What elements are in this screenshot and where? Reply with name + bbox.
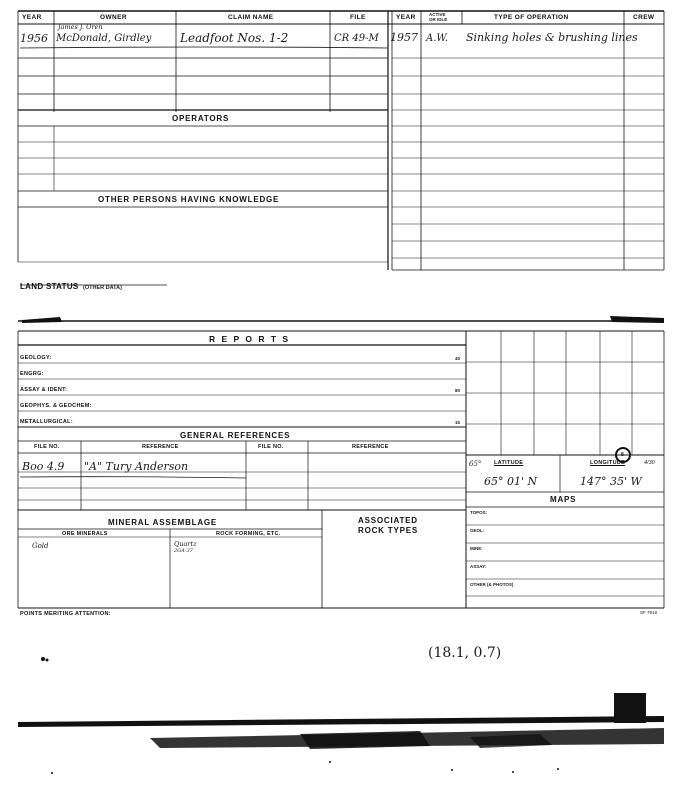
ref-entry-file-no: Boo 4.9 (22, 460, 65, 473)
operators-heading: OPERATORS (172, 114, 230, 123)
mineral-assemblage-title: MINERAL ASSEMBLAGE (108, 518, 218, 527)
general-references-title: GENERAL REFERENCES (180, 431, 291, 440)
longitude-value: 147° 35' W (580, 475, 642, 488)
longitude-suffix: 4/30 (644, 460, 655, 466)
rock-forming-value-1: Quartz (174, 540, 197, 548)
maps-assay-label: ASSAY: (470, 564, 487, 569)
longitude-label: LONGITUDE (590, 460, 626, 466)
ref-header-reference: REFERENCE (142, 444, 179, 450)
report-engrg-label: ENGRG: (20, 371, 44, 377)
header-claim-name: CLAIM NAME (228, 14, 274, 21)
maps-geol-label: GEOL: (470, 528, 485, 533)
entry-type-of-operation: Sinking holes & brushing lines (466, 31, 638, 44)
reports-title: R E P O R T S (209, 334, 291, 344)
associated-label: ASSOCIATED (358, 516, 418, 525)
report-geology-label: GEOLOGY: (20, 355, 52, 361)
entry-year: 1956 (20, 32, 48, 45)
latitude-prefix: 65° (469, 460, 482, 468)
ref-entry-reference: "A" Tury Anderson (84, 460, 189, 473)
report-geology-side: 40 (455, 356, 461, 361)
header-or-idle: OR IDLE (429, 17, 448, 22)
form-number: SF 7918 (640, 610, 658, 615)
header-type-of-operation: TYPE OF OPERATION (494, 14, 569, 21)
circle-mark-label: 8 (621, 452, 624, 458)
ref-header-file-no-2: FILE NO. (258, 444, 284, 450)
land-status-heading (20, 276, 122, 294)
header-year-2: YEAR (396, 14, 416, 21)
entry-owner: McDonald, Girdley (56, 33, 152, 44)
header-year: YEAR (22, 14, 42, 21)
points-meriting-attention-label: POINTS MERITING ATTENTION: (20, 611, 111, 617)
report-metallurgical-side: 15 (455, 420, 461, 425)
maps-topos-label: TOPOS: (470, 510, 488, 515)
latitude-value: 65° 01' N (484, 475, 538, 488)
entry-year-2: 1957 (390, 31, 418, 44)
rock-types-label: ROCK TYPES (358, 526, 419, 535)
land-status-label: LAND STATUS (20, 282, 79, 291)
header-owner: OWNER (100, 14, 127, 21)
land-status-sub: (OTHER DATA) (83, 285, 122, 291)
maps-title: MAPS (550, 495, 577, 504)
rock-forming-value-2: 2GA-37 (174, 548, 193, 554)
ore-mineral-value: Gold (32, 542, 49, 550)
entry-owner-first-names: James J. Oren (58, 23, 103, 31)
header-active: ACTIVE (429, 12, 446, 17)
report-geophys-label: GEOPHYS. & GEOCHEM: (20, 403, 92, 409)
header-crew: CREW (633, 14, 655, 21)
report-assay-label: ASSAY & IDENT: (20, 387, 68, 393)
ref-header-reference-2: REFERENCE (352, 444, 389, 450)
header-file: FILE (350, 14, 366, 21)
ref-header-file-no: FILE NO. (34, 444, 60, 450)
entry-claim-name: Leadfoot Nos. 1-2 (180, 31, 289, 45)
report-metallurgical-label: METALLURGICAL: (20, 419, 73, 425)
rock-forming-header: ROCK FORMING, ETC. (216, 531, 281, 537)
coordinates-note: (18.1, 0.7) (428, 645, 502, 661)
entry-file: CR 49-M (334, 33, 379, 44)
scan-noise (18, 657, 664, 774)
maps-other-label: OTHER (& PHOTOS) (470, 582, 514, 587)
entry-active: A.W. (426, 33, 449, 44)
maps-mine-label: MINE: (470, 546, 483, 551)
latitude-label: LATITUDE (494, 460, 524, 466)
other-persons-heading: OTHER PERSONS HAVING KNOWLEDGE (98, 195, 280, 204)
ore-minerals-header: ORE MINERALS (62, 531, 108, 537)
report-assay-side: 80 (455, 388, 461, 393)
